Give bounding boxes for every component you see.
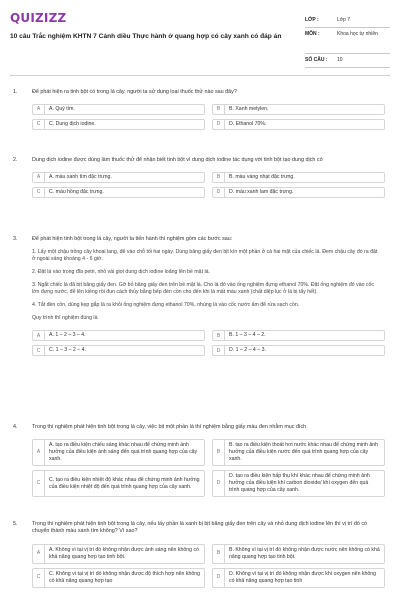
option-letter: C — [33, 346, 45, 355]
document-title: 10 câu Trắc nghiệm KHTN 7 Cánh diều Thực hành ở quang hợp có cây xanh có đáp án — [10, 33, 282, 40]
option-letter: A — [33, 105, 45, 114]
option-letter: B — [213, 545, 225, 563]
procedure-step: 1. Lấy một chậu trồng cây khoai lang, để vào chỗ tối hai ngày. Dùng băng giấy đen bịt kín một phần ở cả hai mặt của chiếc lá. Đem chậu cây đó ra đặt ở ngoài sáng khoảng 4 - 6 giờ. — [32, 249, 378, 263]
option-a[interactable] — [32, 439, 205, 466]
option-letter: D — [213, 569, 225, 587]
option-text: A. 1 – 2 – 3 – 4. — [49, 332, 86, 339]
procedure-step: 4. Tắt đèn cồn, dùng kẹp gắp lá ra khỏi ống nghiệm đựng ethanol 70%, nhúng lá vào cốc nước ấm để rửa sạch cồn. — [32, 302, 300, 309]
option-text: D. Ethanol 70%. — [229, 121, 267, 128]
meta-table — [305, 14, 390, 68]
option-text: B. Không vì tại vị trí đó không nhận được nước nên không có khả năng quang hợp tạo tinh bột. — [229, 546, 380, 560]
option-text: D. Không vì tại vị trí đó không nhận được khí oxygen nên không có khả năng quang hợp tạo tinh — [229, 570, 377, 584]
question-2 — [10, 157, 390, 198]
question-text: Dung dịch iodine được dùng làm thuốc thử để nhận biết tinh bột vì dung dịch iodine tác dụng với tinh bột tạo dung dịch có — [32, 157, 323, 163]
question-number: 3. — [13, 236, 18, 242]
option-c[interactable] — [32, 119, 205, 130]
option-letter: D — [213, 346, 225, 355]
question-number: 4. — [13, 424, 18, 430]
question-1 — [10, 89, 390, 130]
answer-options — [32, 330, 390, 356]
option-letter: B — [213, 331, 225, 340]
meta-label: LỚP : — [305, 17, 319, 23]
question-text: Để phát hiện ra tinh bột có trong lá cây, người ta sử dụng loại thuốc thử nào sau đây? — [32, 89, 237, 95]
option-text: B. tạo ra điều kiện thoát hơi nước khác nhau để chứng minh ảnh hưởng của điều kiện nước đến quá trình quang hợp của cây xanh. — [229, 442, 379, 463]
option-letter: A — [33, 545, 45, 563]
option-letter: C — [33, 569, 45, 587]
option-text: D. tạo ra điều kiện hấp thụ khí khác nhau để chứng minh ảnh hưởng của điều kiện khí carbon dioxide/ khí oxygen đến quá trình quang hợp của cây xanh. — [229, 473, 370, 494]
option-text: A. tạo ra điều kiện chiếu sáng khác nhau để chứng minh ánh hưởng của điều kiện ánh sáng đến quá trình quang hợp của cây xanh. — [49, 442, 198, 463]
option-d[interactable] — [212, 470, 385, 497]
option-d[interactable] — [212, 119, 385, 130]
question-5 — [10, 521, 390, 588]
answer-options — [32, 544, 390, 588]
question-number: 5. — [13, 521, 18, 527]
option-text: D. 1 – 2 – 4 – 3. — [229, 347, 266, 354]
meta-row-subject — [305, 28, 390, 54]
option-c[interactable] — [32, 568, 205, 588]
option-text: B. Xanh metylen. — [229, 106, 269, 113]
option-letter: D — [213, 120, 225, 129]
meta-label: MÔN : — [305, 31, 320, 37]
option-text: B. 1 – 3 – 4 – 2. — [229, 332, 266, 339]
option-a[interactable] — [32, 330, 205, 341]
meta-label: SỐ CÂU : — [305, 57, 328, 63]
option-letter: A — [33, 173, 45, 182]
option-text: D. màu xanh lam đặc trưng. — [229, 189, 294, 196]
question-3 — [10, 236, 390, 356]
question-number: 2. — [13, 157, 18, 163]
option-a[interactable] — [32, 104, 205, 115]
option-letter: C — [33, 471, 45, 496]
meta-row-grade — [305, 14, 390, 28]
option-a[interactable] — [32, 172, 205, 183]
option-c[interactable] — [32, 470, 205, 497]
meta-value: Khoa học tự nhiên — [337, 31, 378, 37]
option-b[interactable] — [212, 330, 385, 341]
header-divider — [10, 75, 390, 76]
option-text: C. màu hồng đặc trưng. — [49, 189, 104, 196]
option-c[interactable] — [32, 187, 205, 198]
question-text: Để phát hiện tinh bột trong lá cây, người ta tiến hành thí nghiệm gồm các bước sau: — [32, 236, 233, 242]
answer-options — [32, 439, 390, 497]
meta-row-count — [305, 54, 390, 68]
worksheet-header — [10, 10, 390, 70]
option-text: C. tạo ra điều kiện nhiệt độ khác nhau để chứng minh ảnh hưởng của điều kiện nhiệt độ đến quá trình quang hợp của cây xanh. — [49, 476, 200, 490]
option-letter: A — [33, 440, 45, 465]
option-d[interactable] — [212, 187, 385, 198]
option-letter: A — [33, 331, 45, 340]
option-b[interactable] — [212, 104, 385, 115]
option-b[interactable] — [212, 544, 385, 564]
quizizz-logo: QUIZIZZ — [10, 11, 67, 25]
option-text: A. Quỳ tím. — [49, 106, 75, 113]
answer-options — [32, 104, 390, 130]
option-c[interactable] — [32, 345, 205, 356]
question-4 — [10, 424, 390, 497]
option-text: A. màu xanh tím đặc trưng. — [49, 174, 112, 181]
option-d[interactable] — [212, 568, 385, 588]
option-b[interactable] — [212, 439, 385, 466]
option-b[interactable] — [212, 172, 385, 183]
option-letter: C — [33, 188, 45, 197]
option-a[interactable] — [32, 544, 205, 564]
option-letter: D — [213, 471, 225, 496]
question-text: Trong thí nghiệm phát hiện tinh bột trong lá cây, việc bịt một phần lá thí nghiệm bằng giấy màu đen nhằm mục đích — [32, 424, 307, 430]
question-prompt: Quy trình thí nghiệm đúng là — [32, 315, 98, 322]
option-letter: D — [213, 188, 225, 197]
option-text: C. Dung dịch iodine. — [49, 121, 96, 128]
option-text: C. 1 – 3 – 2 – 4. — [49, 347, 86, 354]
answer-options — [32, 172, 390, 198]
option-text: C. Không vì tại vị trí đó không nhận được độ thích hợp nên không có khả năng quang hợp tạo — [49, 570, 201, 584]
option-text: A. Không vì tại vị trí đó không nhận được ánh sáng nên không có khả năng quang hợp tạo tinh bột. — [49, 546, 199, 560]
option-letter: B — [213, 105, 225, 114]
procedure-step: 3. Ngắt chiếc lá đã bịt băng giấy đen. Gỡ bỏ băng giấy đen trên bề mặt lá. Cho lá đó vào ống nghiệm đựng ethanol 70%. Đặt ống nghiệm đó vào cốc lớn đựng nước, để lên kiềng rồi đun cách thủy bằng bếp đèn cồn cho đến khi lá mất màu xanh (chất diệp lục ở lá bị tẩy hết). — [32, 282, 374, 296]
meta-value: Lớp 7 — [337, 17, 351, 23]
option-letter: B — [213, 440, 225, 465]
meta-value: 10 — [337, 57, 343, 63]
option-d[interactable] — [212, 345, 385, 356]
option-text: B. màu vàng nhạt đặc trưng. — [229, 174, 295, 181]
question-number: 1. — [13, 89, 18, 95]
option-letter: B — [213, 173, 225, 182]
question-text: Trong thí nghiệm phát hiện tinh bột trong lá cây, nếu lấy phần lá xanh bị bịt băng giấy đen trên cây và nhỏ dung dịch iodine lên thì vị trí đó có chuyển thành màu xanh tím không? Vì sao? — [32, 521, 368, 535]
option-letter: C — [33, 120, 45, 129]
procedure-step: 2. Đặt lá vào trong đĩa petri, nhỏ vài giọt dung dịch iodine loãng lên bề mặt lá. — [32, 269, 210, 276]
